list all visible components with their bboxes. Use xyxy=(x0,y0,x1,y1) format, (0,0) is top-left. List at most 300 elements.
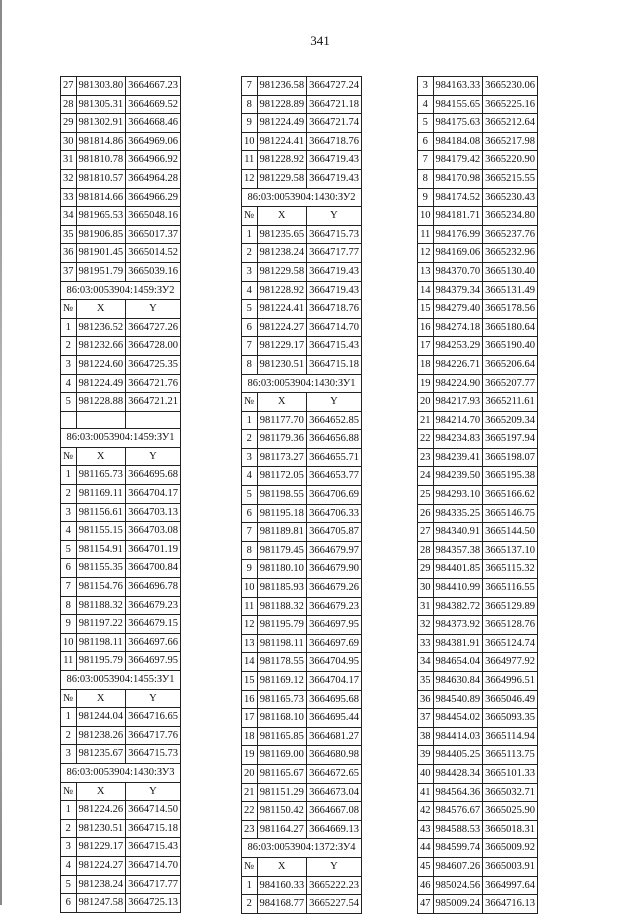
x-coordinate: 981197.22 xyxy=(76,615,126,634)
y-coordinate: 3664697.95 xyxy=(307,616,362,635)
y-coordinate: 3665144.50 xyxy=(483,523,538,542)
table-row xyxy=(61,169,181,188)
x-coordinate: 981228.88 xyxy=(76,393,126,412)
x-coordinate: 981224.26 xyxy=(76,801,126,820)
y-coordinate: 3665129.89 xyxy=(483,597,538,616)
x-coordinate: 981169.11 xyxy=(76,485,126,504)
x-coordinate: 984160.33 xyxy=(257,876,307,895)
point-number: 9 xyxy=(242,560,258,579)
table-row xyxy=(418,486,538,505)
y-coordinate: 3664679.26 xyxy=(307,579,362,598)
x-coordinate: 984279.40 xyxy=(433,300,483,319)
point-number: 22 xyxy=(242,802,258,821)
y-coordinate: 3665220.90 xyxy=(483,151,538,170)
table-header-row xyxy=(61,300,181,319)
x-coordinate: 984382.72 xyxy=(433,597,483,616)
table-row xyxy=(242,616,362,635)
table-row xyxy=(61,244,181,263)
table-header-row xyxy=(61,447,181,466)
table-row xyxy=(61,726,181,745)
x-coordinate: 981236.58 xyxy=(257,77,307,96)
y-coordinate: 3664715.18 xyxy=(126,819,181,838)
x-coordinate: 981173.27 xyxy=(257,448,307,467)
table-row xyxy=(242,77,362,96)
table-row xyxy=(242,579,362,598)
x-coordinate: 981235.65 xyxy=(257,225,307,244)
y-coordinate: 3665046.49 xyxy=(483,690,538,709)
point-number: 40 xyxy=(418,764,434,783)
point-number: 7 xyxy=(418,151,434,170)
point-number: 24 xyxy=(418,467,434,486)
point-number xyxy=(61,411,77,429)
y-coordinate: 3665113.75 xyxy=(483,746,538,765)
column-header-x: X xyxy=(76,300,126,319)
y-coordinate: 3664725.13 xyxy=(126,894,181,913)
x-coordinate: 981224.27 xyxy=(76,856,126,875)
point-number: 16 xyxy=(418,318,434,337)
x-coordinate: 981178.55 xyxy=(257,653,307,672)
y-coordinate: 3664728.00 xyxy=(126,337,181,356)
x-coordinate: 981156.61 xyxy=(76,503,126,522)
point-number: 2 xyxy=(61,485,77,504)
point-number: 6 xyxy=(242,504,258,523)
column-header-x: X xyxy=(257,207,307,226)
table-row xyxy=(61,838,181,857)
table-row xyxy=(61,393,181,412)
x-coordinate: 981189.81 xyxy=(257,523,307,542)
page-number: 341 xyxy=(310,33,330,48)
table-row xyxy=(418,151,538,170)
x-coordinate: 981164.27 xyxy=(257,820,307,839)
point-number: 10 xyxy=(418,207,434,226)
table-row xyxy=(242,653,362,672)
table-row xyxy=(242,486,362,505)
y-coordinate: 3664703.08 xyxy=(126,522,181,541)
table-row xyxy=(242,727,362,746)
y-coordinate: 3664714.50 xyxy=(126,801,181,820)
point-number: 28 xyxy=(61,95,77,114)
table-row xyxy=(242,114,362,133)
x-coordinate: 984340.91 xyxy=(433,523,483,542)
table-row xyxy=(242,764,362,783)
x-coordinate: 981810.57 xyxy=(76,169,126,188)
point-number: 19 xyxy=(418,374,434,393)
x-coordinate: 981185.93 xyxy=(257,579,307,598)
x-coordinate: 985009.24 xyxy=(433,895,483,914)
point-number: 9 xyxy=(242,114,258,133)
y-coordinate: 3664697.95 xyxy=(126,652,181,671)
point-number: 2 xyxy=(242,895,258,914)
x-coordinate: 981169.00 xyxy=(257,746,307,765)
y-coordinate: 3664669.13 xyxy=(307,820,362,839)
table-row xyxy=(418,77,538,96)
y-coordinate: 3665227.54 xyxy=(307,895,362,914)
point-number: 9 xyxy=(61,615,77,634)
y-coordinate: 3664679.97 xyxy=(307,541,362,560)
point-number: 47 xyxy=(418,895,434,914)
table-column-3 xyxy=(417,76,538,914)
column-header-num: № xyxy=(61,447,77,466)
y-coordinate: 3665018.31 xyxy=(483,820,538,839)
x-coordinate: 981177.70 xyxy=(257,411,307,430)
coordinates-table xyxy=(60,76,181,913)
y-coordinate: 3664715.43 xyxy=(307,337,362,356)
y-coordinate: 3665017.37 xyxy=(126,225,181,244)
table-row xyxy=(242,467,362,486)
table-row xyxy=(61,225,181,244)
table-row xyxy=(242,430,362,449)
table-row xyxy=(418,393,538,412)
x-coordinate: 981180.10 xyxy=(257,560,307,579)
x-coordinate: 984176.99 xyxy=(433,225,483,244)
x-coordinate: 981228.89 xyxy=(257,95,307,114)
x-coordinate: 981238.24 xyxy=(76,875,126,894)
x-coordinate xyxy=(76,411,126,429)
point-number: 7 xyxy=(242,337,258,356)
table-row xyxy=(61,485,181,504)
x-coordinate: 984540.89 xyxy=(433,690,483,709)
point-number: 5 xyxy=(61,540,77,559)
x-coordinate: 981247.58 xyxy=(76,894,126,913)
column-header-y: Y xyxy=(126,447,181,466)
table-row xyxy=(242,300,362,319)
point-number: 36 xyxy=(418,690,434,709)
y-coordinate: 3665032.71 xyxy=(483,783,538,802)
x-coordinate: 984226.71 xyxy=(433,355,483,374)
parcel-cadastral-number: 86:03:0053904:1459:ЗУ2 xyxy=(61,281,181,300)
x-coordinate: 981154.76 xyxy=(76,578,126,597)
y-coordinate: 3665048.16 xyxy=(126,207,181,226)
table-row xyxy=(61,745,181,764)
x-coordinate: 981303.80 xyxy=(76,77,126,96)
table-row xyxy=(418,169,538,188)
point-number: 18 xyxy=(418,355,434,374)
table-row xyxy=(242,783,362,802)
table-row xyxy=(61,318,181,337)
point-number: 30 xyxy=(418,579,434,598)
x-coordinate: 984155.65 xyxy=(433,95,483,114)
point-number: 14 xyxy=(242,653,258,672)
x-coordinate: 984401.85 xyxy=(433,560,483,579)
column-header-y: Y xyxy=(126,300,181,319)
y-coordinate: 3665003.91 xyxy=(483,857,538,876)
x-coordinate: 981169.12 xyxy=(257,672,307,691)
table-row xyxy=(418,430,538,449)
scan-edge xyxy=(0,0,2,905)
point-number: 11 xyxy=(242,597,258,616)
coordinates-table xyxy=(417,76,538,914)
table-row xyxy=(418,839,538,858)
point-number: 5 xyxy=(61,393,77,412)
x-coordinate: 981814.66 xyxy=(76,188,126,207)
y-coordinate: 3664703.13 xyxy=(126,503,181,522)
table-row xyxy=(242,634,362,653)
y-coordinate: 3664669.52 xyxy=(126,95,181,114)
coordinates-table xyxy=(241,76,362,914)
column-header-num: № xyxy=(242,207,258,226)
column-header-y: Y xyxy=(126,689,181,708)
y-coordinate: 3665206.64 xyxy=(483,355,538,374)
y-coordinate: 3665014.52 xyxy=(126,244,181,263)
x-coordinate: 984379.34 xyxy=(433,281,483,300)
table-row xyxy=(242,895,362,914)
table-row xyxy=(242,225,362,244)
table-row xyxy=(61,540,181,559)
point-number: 2 xyxy=(61,819,77,838)
y-coordinate: 3664679.90 xyxy=(307,560,362,579)
x-coordinate: 981150.42 xyxy=(257,802,307,821)
x-coordinate: 981224.41 xyxy=(257,132,307,151)
table-row xyxy=(418,709,538,728)
y-coordinate: 3664966.92 xyxy=(126,151,181,170)
x-coordinate: 984234.83 xyxy=(433,430,483,449)
y-coordinate: 3664705.87 xyxy=(307,523,362,542)
table-row xyxy=(418,690,538,709)
x-coordinate: 985024.56 xyxy=(433,876,483,895)
column-header-x: X xyxy=(257,393,307,412)
point-number: 37 xyxy=(418,709,434,728)
y-coordinate: 3665128.76 xyxy=(483,616,538,635)
point-number: 4 xyxy=(242,467,258,486)
table-row xyxy=(418,764,538,783)
point-number: 15 xyxy=(242,672,258,691)
parcel-heading-row xyxy=(242,839,362,858)
x-coordinate: 981155.35 xyxy=(76,559,126,578)
point-number: 5 xyxy=(242,486,258,505)
point-number: 20 xyxy=(418,393,434,412)
table-header-row xyxy=(242,857,362,876)
point-number: 8 xyxy=(61,596,77,615)
y-coordinate: 3664714.70 xyxy=(307,318,362,337)
y-coordinate: 3665215.55 xyxy=(483,169,538,188)
point-number: 17 xyxy=(242,709,258,728)
x-coordinate: 984564.36 xyxy=(433,783,483,802)
y-coordinate: 3664673.04 xyxy=(307,783,362,802)
y-coordinate: 3665190.40 xyxy=(483,337,538,356)
point-number: 7 xyxy=(242,523,258,542)
y-coordinate: 3664996.51 xyxy=(483,672,538,691)
x-coordinate: 984163.33 xyxy=(433,77,483,96)
table-row xyxy=(61,151,181,170)
column-header-y: Y xyxy=(126,782,181,801)
y-coordinate: 3664727.24 xyxy=(307,77,362,96)
table-row xyxy=(418,374,538,393)
x-coordinate: 981814.86 xyxy=(76,132,126,151)
parcel-heading-row xyxy=(61,429,181,448)
point-number: 9 xyxy=(418,188,434,207)
y-coordinate: 3664680.98 xyxy=(307,746,362,765)
point-number: 23 xyxy=(242,820,258,839)
y-coordinate: 3665209.34 xyxy=(483,411,538,430)
y-coordinate: 3664718.76 xyxy=(307,300,362,319)
parcel-cadastral-number: 86:03:0053904:1430:ЗУ2 xyxy=(242,188,362,207)
point-number: 3 xyxy=(242,448,258,467)
y-coordinate: 3664725.35 xyxy=(126,355,181,374)
x-coordinate: 981224.49 xyxy=(76,374,126,393)
table-row xyxy=(418,244,538,263)
x-coordinate: 984370.70 xyxy=(433,262,483,281)
table-row xyxy=(418,579,538,598)
point-number: 3 xyxy=(61,838,77,857)
x-coordinate: 981224.27 xyxy=(257,318,307,337)
table-row xyxy=(61,801,181,820)
x-coordinate: 981179.36 xyxy=(257,430,307,449)
point-number: 36 xyxy=(61,244,77,263)
point-number: 2 xyxy=(242,244,258,263)
table-row xyxy=(418,318,538,337)
table-row xyxy=(418,132,538,151)
table-row xyxy=(418,448,538,467)
point-number: 35 xyxy=(418,672,434,691)
table-column-1 xyxy=(60,76,181,913)
x-coordinate: 981155.15 xyxy=(76,522,126,541)
x-coordinate: 984599.74 xyxy=(433,839,483,858)
y-coordinate: 3664706.33 xyxy=(307,504,362,523)
y-coordinate: 3664716.65 xyxy=(126,708,181,727)
y-coordinate: 3664721.21 xyxy=(126,393,181,412)
x-coordinate: 984175.63 xyxy=(433,114,483,133)
table-row xyxy=(418,616,538,635)
y-coordinate: 3664667.23 xyxy=(126,77,181,96)
x-coordinate: 981198.11 xyxy=(257,634,307,653)
y-coordinate: 3664717.77 xyxy=(126,875,181,894)
table-row xyxy=(418,95,538,114)
table-row xyxy=(418,597,538,616)
point-number: 5 xyxy=(242,300,258,319)
y-coordinate: 3665234.80 xyxy=(483,207,538,226)
x-coordinate: 981195.18 xyxy=(257,504,307,523)
y-coordinate: 3665137.10 xyxy=(483,541,538,560)
point-number: 22 xyxy=(418,430,434,449)
point-number: 2 xyxy=(242,430,258,449)
x-coordinate: 981165.73 xyxy=(257,690,307,709)
table-row xyxy=(242,355,362,374)
y-coordinate: 3664679.23 xyxy=(307,597,362,616)
table-row xyxy=(61,337,181,356)
y-coordinate: 3664718.76 xyxy=(307,132,362,151)
point-number: 43 xyxy=(418,820,434,839)
table-column-2 xyxy=(241,76,362,914)
x-coordinate: 984654.04 xyxy=(433,653,483,672)
point-number: 4 xyxy=(61,856,77,875)
parcel-cadastral-number: 86:03:0053904:1430:ЗУ1 xyxy=(242,374,362,393)
point-number: 27 xyxy=(61,77,77,96)
y-coordinate: 3665114.94 xyxy=(483,727,538,746)
column-header-x: X xyxy=(76,782,126,801)
point-number: 27 xyxy=(418,523,434,542)
point-number: 7 xyxy=(61,578,77,597)
y-coordinate: 3664695.68 xyxy=(307,690,362,709)
column-header-x: X xyxy=(257,857,307,876)
point-number: 5 xyxy=(418,114,434,133)
y-coordinate: 3664719.43 xyxy=(307,169,362,188)
table-row xyxy=(61,466,181,485)
point-number: 39 xyxy=(418,746,434,765)
table-row xyxy=(418,541,538,560)
table-row xyxy=(242,672,362,691)
point-number: 6 xyxy=(242,318,258,337)
table-row xyxy=(418,355,538,374)
y-coordinate: 3664667.08 xyxy=(307,802,362,821)
y-coordinate: 3664668.46 xyxy=(126,114,181,133)
y-coordinate: 3664655.71 xyxy=(307,448,362,467)
y-coordinate xyxy=(126,411,181,429)
point-number: 33 xyxy=(418,634,434,653)
y-coordinate: 3664715.73 xyxy=(307,225,362,244)
y-coordinate: 3665178.56 xyxy=(483,300,538,319)
y-coordinate: 3664700.84 xyxy=(126,559,181,578)
y-coordinate: 3665180.64 xyxy=(483,318,538,337)
y-coordinate: 3665009.92 xyxy=(483,839,538,858)
table-row xyxy=(61,875,181,894)
point-number: 18 xyxy=(242,727,258,746)
table-row xyxy=(61,77,181,96)
table-row xyxy=(61,207,181,226)
table-row xyxy=(61,114,181,133)
y-coordinate: 3665232.96 xyxy=(483,244,538,263)
point-number: 45 xyxy=(418,857,434,876)
x-coordinate: 984410.99 xyxy=(433,579,483,598)
y-coordinate: 3664681.27 xyxy=(307,727,362,746)
table-row xyxy=(61,894,181,913)
table-row xyxy=(61,596,181,615)
point-number: 16 xyxy=(242,690,258,709)
table-row xyxy=(418,802,538,821)
table-row xyxy=(418,411,538,430)
x-coordinate: 984184.08 xyxy=(433,132,483,151)
point-number: 20 xyxy=(242,764,258,783)
point-number: 8 xyxy=(242,95,258,114)
x-coordinate: 981188.32 xyxy=(76,596,126,615)
x-coordinate: 981305.31 xyxy=(76,95,126,114)
table-row xyxy=(418,672,538,691)
y-coordinate: 3664652.85 xyxy=(307,411,362,430)
point-number: 25 xyxy=(418,486,434,505)
point-number: 11 xyxy=(418,225,434,244)
y-coordinate: 3664977.92 xyxy=(483,653,538,672)
table-row xyxy=(418,337,538,356)
table-row xyxy=(242,523,362,542)
table-row xyxy=(418,727,538,746)
y-coordinate: 3664719.43 xyxy=(307,262,362,281)
point-number: 1 xyxy=(242,225,258,244)
x-coordinate: 981230.51 xyxy=(257,355,307,374)
x-coordinate: 981951.79 xyxy=(76,262,126,281)
x-coordinate: 981224.41 xyxy=(257,300,307,319)
point-number: 4 xyxy=(242,281,258,300)
point-number: 1 xyxy=(61,318,77,337)
y-coordinate: 3664964.28 xyxy=(126,169,181,188)
table-row xyxy=(61,633,181,652)
x-coordinate: 981165.85 xyxy=(257,727,307,746)
x-coordinate: 984405.25 xyxy=(433,746,483,765)
point-number: 3 xyxy=(61,355,77,374)
point-number: 6 xyxy=(61,894,77,913)
x-coordinate: 981901.45 xyxy=(76,244,126,263)
x-coordinate: 981154.91 xyxy=(76,540,126,559)
table-row xyxy=(61,856,181,875)
x-coordinate: 981195.79 xyxy=(257,616,307,635)
point-number: 15 xyxy=(418,300,434,319)
table-row xyxy=(418,225,538,244)
parcel-cadastral-number: 86:03:0053904:1459:ЗУ1 xyxy=(61,429,181,448)
point-number: 6 xyxy=(61,559,77,578)
point-number: 13 xyxy=(418,262,434,281)
column-header-y: Y xyxy=(307,857,362,876)
column-header-num: № xyxy=(242,857,258,876)
y-coordinate: 3665115.32 xyxy=(483,560,538,579)
y-coordinate: 3665101.33 xyxy=(483,764,538,783)
